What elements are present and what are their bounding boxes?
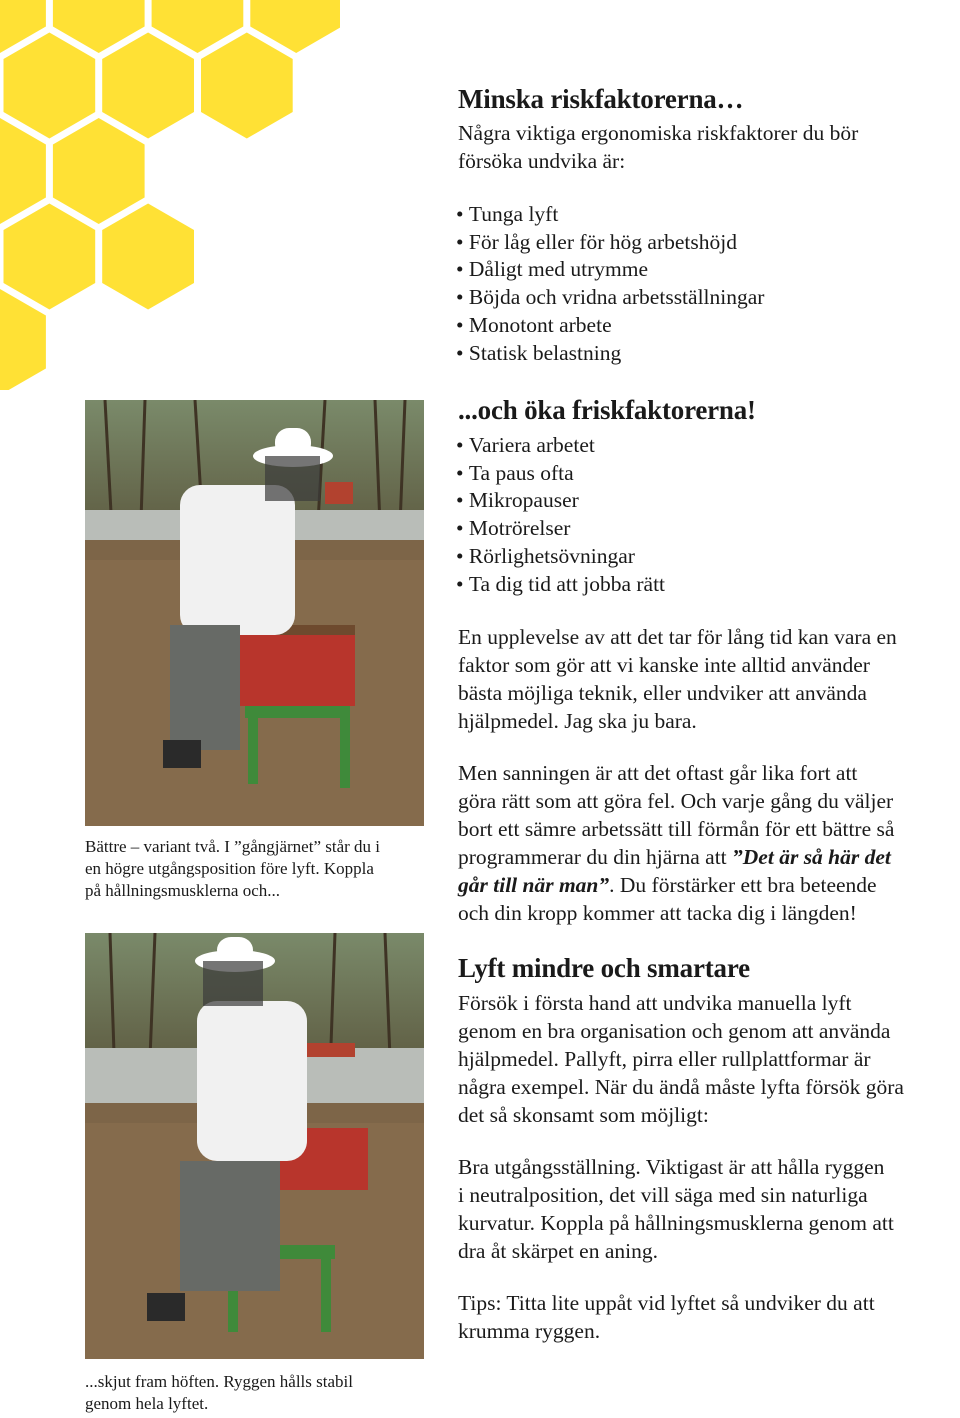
list-item: • Ta paus ofta bbox=[456, 460, 665, 488]
paragraph-line: hjälpmedel. Pallyft, pirra eller rullplattformar är bbox=[458, 1047, 871, 1071]
list-item: • Böjda och vridna arbetsställningar bbox=[456, 284, 764, 312]
paragraph-line: genom en bra organisation och genom att använda bbox=[458, 1019, 891, 1043]
list-item: • Dåligt med utrymme bbox=[456, 256, 764, 284]
paragraph-tips bbox=[458, 1289, 875, 1345]
intro-text bbox=[458, 119, 858, 175]
intro-line: Några viktiga ergonomiska riskfaktorer du bör bbox=[458, 121, 859, 145]
paragraph-line: dra åt skärpet en aning. bbox=[458, 1239, 658, 1263]
list-item: • Motrörelser bbox=[456, 515, 665, 543]
paragraph-line: faktor som gör att vi kanske inte alltid använder bbox=[458, 653, 870, 677]
heading-health-factors: ...och öka friskfaktorerna! bbox=[458, 395, 756, 425]
paragraph-line: krumma ryggen. bbox=[458, 1319, 601, 1343]
paragraph-line: bort ett sämre arbetssätt till förmån för ett bättre så bbox=[458, 817, 895, 841]
honeycomb-cell bbox=[201, 33, 293, 139]
list-item: • Rörlighetsövningar bbox=[456, 543, 665, 571]
caption-line: ...skjut fram höften. Ryggen hålls stabil bbox=[85, 1372, 353, 1391]
paragraph-line: och din kropp kommer att tacka dig i längden! bbox=[458, 901, 857, 925]
caption-line: på hållningsmusklerna och... bbox=[85, 881, 280, 900]
paragraph-line: några exempel. När du ändå måste lyfta försök göra bbox=[458, 1075, 904, 1099]
photo-illustration bbox=[85, 400, 424, 826]
paragraph-line: Försök i första hand att undvika manuella lyft bbox=[458, 991, 852, 1015]
risk-factor-list bbox=[456, 201, 764, 367]
paragraph-starting-position bbox=[458, 1153, 894, 1265]
emphasis-quote: går till när man” bbox=[458, 873, 610, 897]
paragraph-line: göra rätt som att göra fel. Och varje gång du väljer bbox=[458, 789, 894, 813]
list-item: • Tunga lyft bbox=[456, 201, 764, 229]
honeycomb-cell bbox=[0, 289, 46, 390]
honeycomb-cell bbox=[4, 204, 96, 310]
honeycomb-decoration bbox=[0, 0, 340, 390]
emphasis-quote: ”Det är så här det bbox=[732, 845, 891, 869]
list-item: • För låg eller för hög arbetshöjd bbox=[456, 229, 764, 257]
honeycomb-cell bbox=[102, 33, 194, 139]
paragraph-line: i neutralposition, det vill säga med sin naturliga bbox=[458, 1183, 868, 1207]
paragraph-line bbox=[458, 843, 894, 871]
text-run: . Du förstärker ett bra beteende bbox=[609, 873, 877, 897]
honeycomb-cell bbox=[102, 204, 194, 310]
paragraph-line: En upplevelse av att det tar för lång tid kan vara en bbox=[458, 625, 897, 649]
paragraph-avoid-lifts bbox=[458, 989, 904, 1129]
honeycomb-cell bbox=[4, 33, 96, 139]
health-factor-list bbox=[456, 432, 665, 598]
paragraph-line: Men sanningen är att det oftast går lika fort att bbox=[458, 761, 858, 785]
caption-line: en högre utgångsposition före lyft. Koppla bbox=[85, 859, 374, 878]
paragraph-line: Tips: Titta lite uppåt vid lyftet så undviker du att bbox=[458, 1291, 875, 1315]
intro-line: försöka undvika är: bbox=[458, 149, 626, 173]
caption-photo-2 bbox=[85, 1371, 353, 1415]
list-item: • Statisk belastning bbox=[456, 340, 764, 368]
heading-risk-factors: Minska riskfaktorerna… bbox=[458, 84, 744, 114]
photo-illustration bbox=[85, 933, 424, 1359]
paragraph-line: det så skonsamt som möjligt: bbox=[458, 1103, 709, 1127]
paragraph-line: hjälpmedel. Jag ska ju bara. bbox=[458, 709, 697, 733]
caption-line: genom hela lyftet. bbox=[85, 1394, 209, 1413]
list-item: • Variera arbetet bbox=[456, 432, 665, 460]
list-item: • Mikropauser bbox=[456, 487, 665, 515]
honeycomb-cell bbox=[53, 118, 145, 224]
honeycomb-cell bbox=[0, 118, 46, 224]
caption-photo-1 bbox=[85, 836, 380, 902]
paragraph-line bbox=[458, 871, 894, 899]
paragraph-line: Bra utgångsställning. Viktigast är att hålla ryggen bbox=[458, 1155, 885, 1179]
paragraph-experience bbox=[458, 623, 897, 735]
list-item: • Monotont arbete bbox=[456, 312, 764, 340]
paragraph-truth bbox=[458, 759, 894, 927]
caption-line: Bättre – variant två. I ”gångjärnet” står du i bbox=[85, 837, 381, 856]
photo-beekeeper-hinge-position bbox=[85, 400, 424, 826]
heading-lift-less: Lyft mindre och smartare bbox=[458, 953, 750, 983]
photo-beekeeper-hip-forward bbox=[85, 933, 424, 1359]
list-item: • Ta dig tid att jobba rätt bbox=[456, 571, 665, 599]
paragraph-line: bästa möjliga teknik, eller undviker att använda bbox=[458, 681, 867, 705]
paragraph-line: kurvatur. Koppla på hållningsmusklerna genom att bbox=[458, 1211, 894, 1235]
text-run: programmerar du din hjärna att bbox=[458, 845, 733, 869]
